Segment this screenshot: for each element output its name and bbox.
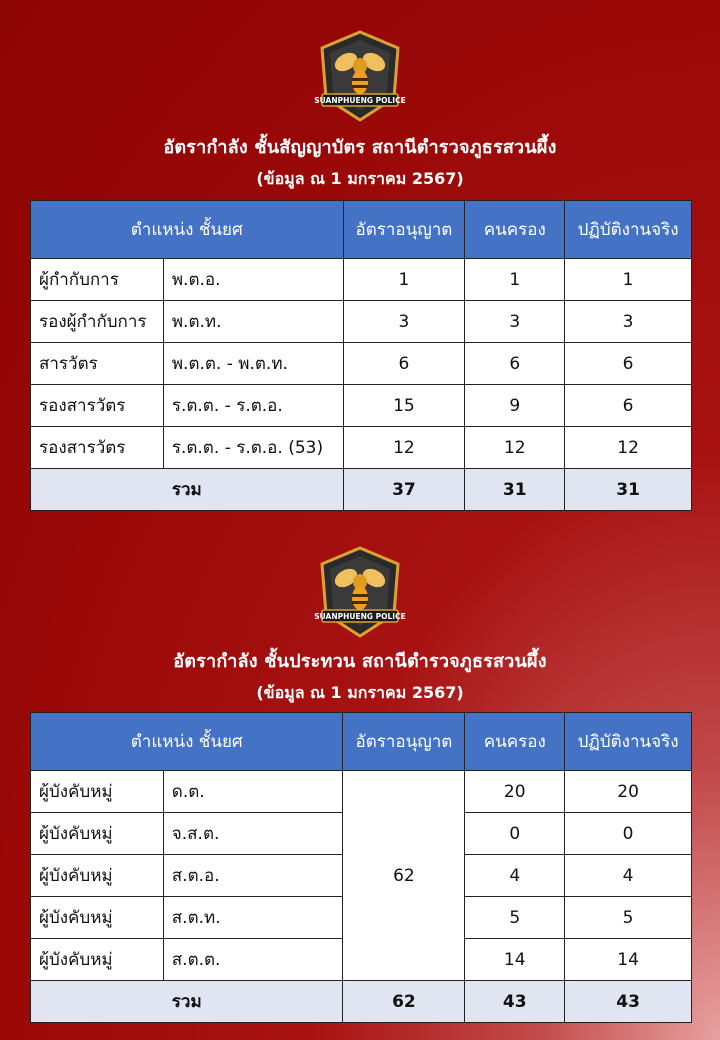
header-authorized: อัตราอนุญาต [343, 201, 465, 259]
cell-occupied: 0 [465, 813, 565, 855]
cell-authorized: 1 [343, 259, 465, 301]
section-non-commissioned [0, 544, 720, 706]
header-authorized: อัตราอนุญาต [343, 713, 465, 771]
cell-actual: 1 [565, 259, 692, 301]
cell-actual: 3 [565, 301, 692, 343]
table2-subtitle: (ข้อมูล ณ 1 มกราคม 2567) [256, 683, 464, 702]
cell-position: ผู้บังคับหมู่ [31, 855, 164, 897]
total-label: รวม [31, 469, 344, 511]
cell-rank: ร.ต.ต. - ร.ต.อ. (53) [163, 427, 343, 469]
cell-rank: จ.ส.ต. [163, 813, 343, 855]
header-occupied: คนครอง [465, 201, 565, 259]
cell-rank: ส.ต.ท. [163, 897, 343, 939]
cell-authorized: 15 [343, 385, 465, 427]
cell-actual: 14 [565, 939, 692, 981]
cell-authorized: 6 [343, 343, 465, 385]
table-row [31, 259, 692, 301]
cell-position: รองสารวัตร [31, 427, 164, 469]
cell-rank: ส.ต.อ. [163, 855, 343, 897]
cell-authorized-merged: 62 [343, 771, 465, 981]
cell-actual: 0 [565, 813, 692, 855]
cell-authorized: 12 [343, 427, 465, 469]
cell-position: ผู้บังคับหมู่ [31, 939, 164, 981]
cell-rank: พ.ต.ต. - พ.ต.ท. [163, 343, 343, 385]
total-occupied: 31 [465, 469, 565, 511]
cell-actual: 4 [565, 855, 692, 897]
cell-rank: ส.ต.ต. [163, 939, 343, 981]
table-row [31, 427, 692, 469]
cell-actual: 12 [565, 427, 692, 469]
cell-occupied: 3 [465, 301, 565, 343]
total-label: รวม [31, 981, 343, 1023]
police-badge-logo [312, 544, 408, 640]
table-row [31, 385, 692, 427]
cell-occupied: 9 [465, 385, 565, 427]
total-actual: 31 [565, 469, 692, 511]
cell-actual: 6 [565, 385, 692, 427]
cell-actual: 6 [565, 343, 692, 385]
cell-actual: 5 [565, 897, 692, 939]
header-position-rank: ตำแหน่ง ชั้นยศ [31, 713, 343, 771]
cell-position: รองสารวัตร [31, 385, 164, 427]
cell-position: รองผู้กำกับการ [31, 301, 164, 343]
cell-position: ผู้บังคับหมู่ [31, 897, 164, 939]
header-actual: ปฏิบัติงานจริง [565, 713, 692, 771]
police-badge-logo [312, 28, 408, 124]
cell-occupied: 6 [465, 343, 565, 385]
cell-actual: 20 [565, 771, 692, 813]
cell-authorized: 3 [343, 301, 465, 343]
cell-position: ผู้บังคับหมู่ [31, 813, 164, 855]
cell-occupied: 14 [465, 939, 565, 981]
total-authorized: 37 [343, 469, 465, 511]
cell-position: สารวัตร [31, 343, 164, 385]
section-commissioned [0, 28, 720, 192]
total-actual: 43 [565, 981, 692, 1023]
cell-occupied: 1 [465, 259, 565, 301]
cell-position: ผู้กำกับการ [31, 259, 164, 301]
table1-subtitle: (ข้อมูล ณ 1 มกราคม 2567) [256, 169, 464, 188]
total-occupied: 43 [465, 981, 565, 1023]
header-actual: ปฏิบัติงานจริง [565, 201, 692, 259]
cell-rank: ด.ต. [163, 771, 343, 813]
cell-rank: ร.ต.ต. - ร.ต.อ. [163, 385, 343, 427]
commissioned-table [30, 200, 692, 511]
table-header-row [31, 713, 692, 771]
cell-occupied: 12 [465, 427, 565, 469]
table2-title: อัตรากำลัง ชั้นประทวน สถานีตำรวจภูธรสวนผึ้ง [173, 651, 547, 672]
cell-rank: พ.ต.อ. [163, 259, 343, 301]
cell-position: ผู้บังคับหมู่ [31, 771, 164, 813]
header-position-rank: ตำแหน่ง ชั้นยศ [31, 201, 344, 259]
cell-rank: พ.ต.ท. [163, 301, 343, 343]
cell-occupied: 5 [465, 897, 565, 939]
header-occupied: คนครอง [465, 713, 565, 771]
total-authorized: 62 [343, 981, 465, 1023]
cell-occupied: 20 [465, 771, 565, 813]
cell-occupied: 4 [465, 855, 565, 897]
table-row [31, 301, 692, 343]
total-row [31, 981, 692, 1023]
non-commissioned-table [30, 712, 692, 1023]
table-row [31, 343, 692, 385]
table1-title: อัตรากำลัง ชั้นสัญญาบัตร สถานีตำรวจภูธรสวนผึ้ง [163, 137, 557, 158]
table-row [31, 771, 692, 813]
logo-text: SUANPHUENG POLICE [314, 96, 406, 105]
total-row [31, 469, 692, 511]
table-header-row [31, 201, 692, 259]
logo-text: SUANPHUENG POLICE [314, 612, 406, 621]
